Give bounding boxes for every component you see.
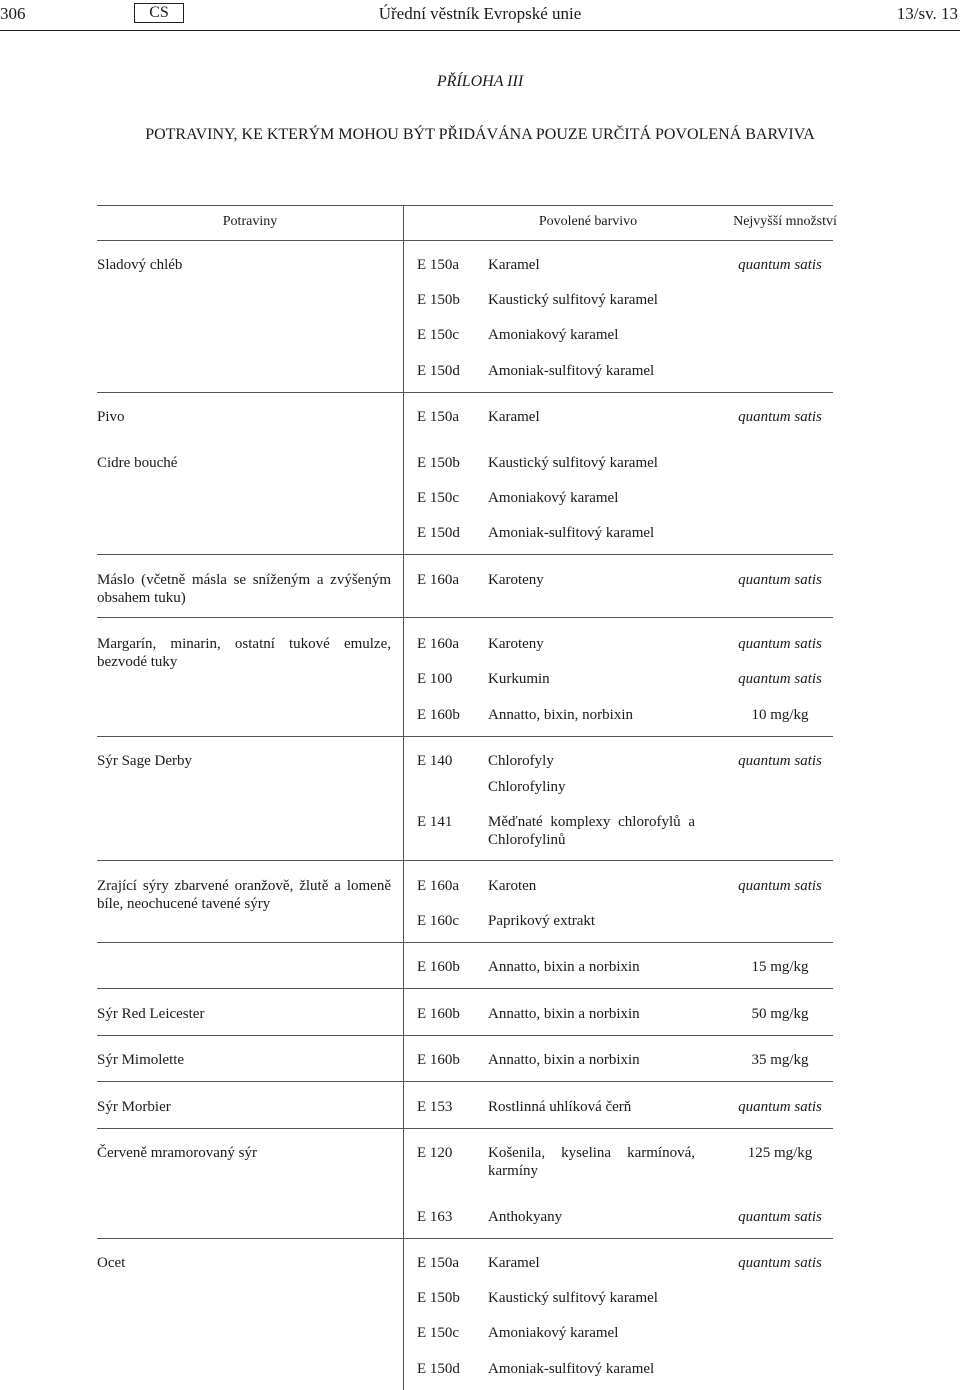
table-row-code: E 150b (417, 292, 460, 308)
table-row-color: Amoniakový karamel (488, 327, 619, 343)
table-row-color: Chlorofyliny (488, 779, 566, 795)
table-row-code: E 150c (417, 1325, 460, 1341)
table-row-code: E 140 (417, 753, 453, 769)
table-header-rule (97, 240, 833, 241)
table-row-code: E 160a (417, 636, 460, 652)
table-row-color: Chlorofyly (488, 753, 554, 769)
table-row-food: Ocet (97, 1255, 126, 1271)
table-row-qty: quantum satis (738, 636, 822, 652)
table-row-food: Sladový chléb (97, 257, 183, 273)
table-row-code: E 150c (417, 327, 460, 343)
table-row-food: Červeně mramorovaný sýr (97, 1145, 257, 1161)
col-header-max: Nejvyšší množství (733, 214, 837, 229)
table-row-food: Sýr Morbier (97, 1099, 171, 1115)
group-divider (97, 988, 833, 989)
col-header-food: Potraviny (222, 214, 278, 229)
table-row-color: Amoniakový karamel (488, 1325, 619, 1341)
group-divider (97, 1238, 833, 1239)
table-row-qty: quantum satis (738, 572, 822, 588)
group-divider (97, 1081, 833, 1082)
table-row-color: Annatto, bixin a norbixin (488, 1006, 640, 1022)
table-row-food: Margarín, minarin, ostatní tukové emulze, bezvodé tuky (97, 636, 391, 670)
group-divider (97, 617, 833, 618)
table-row-color: Anthokyany (488, 1209, 563, 1225)
volume-label: 13/sv. 13 (896, 4, 958, 23)
table-row-qty: quantum satis (738, 753, 822, 769)
table-row-color: Annatto, bixin, norbixin (488, 707, 633, 723)
table-row-code: E 100 (417, 671, 453, 687)
table-row-code: E 150c (417, 490, 460, 506)
table-row-color: Amoniak-sulfitový karamel (488, 525, 655, 541)
table-top-rule (97, 205, 833, 206)
table-row-qty: quantum satis (738, 878, 822, 894)
page-number: 306 (0, 4, 26, 23)
table-row-code: E 150a (417, 257, 460, 273)
page-title: POTRAVINY, KE KTERÝM MOHOU BÝT PŘIDÁVÁNA POUZE URČITÁ POVOLENÁ BARVIVA (145, 126, 815, 143)
table-row-code: E 141 (417, 814, 453, 830)
journal-title: Úřední věstník Evropské unie (378, 4, 582, 23)
table-row-qty: 15 mg/kg (751, 959, 809, 975)
table-row-code: E 160b (417, 1052, 460, 1068)
language-badge: CS (134, 3, 184, 23)
table-row-food: Zrající sýry zbarvené oranžově, žlutě a lomeně bíle, neochucené tavené sýry (97, 878, 391, 912)
group-divider (97, 1128, 833, 1129)
table-row-code: E 150b (417, 1290, 460, 1306)
table-row-color: Karoteny (488, 636, 544, 652)
table-row-qty: 50 mg/kg (751, 1006, 809, 1022)
table-row-food: Sýr Mimolette (97, 1052, 185, 1068)
table-row-color: Karamel (488, 1255, 540, 1271)
table-row-qty: quantum satis (738, 1255, 822, 1271)
table-row-qty: quantum satis (738, 1099, 822, 1115)
table-row-code: E 120 (417, 1145, 453, 1161)
table-row-qty: quantum satis (738, 257, 822, 273)
table-row-qty: 125 mg/kg (747, 1145, 813, 1161)
table-row-food: Sýr Sage Derby (97, 753, 192, 769)
table-row-code: E 163 (417, 1209, 453, 1225)
table-row-code: E 160b (417, 959, 460, 975)
header-divider (0, 30, 960, 31)
table-row-code: E 160a (417, 572, 460, 588)
table-row-code: E 150b (417, 455, 460, 471)
table-row-color: Amoniak-sulfitový karamel (488, 1361, 655, 1377)
group-divider (97, 392, 833, 393)
table-row-color: Košenila, kyselina karmínová, karmíny (488, 1145, 695, 1179)
table-row-food: Pivo (97, 409, 125, 425)
table-row-qty: quantum satis (738, 409, 822, 425)
table-row-color: Amoniakový karamel (488, 490, 619, 506)
table-row-color: Rostlinná uhlíková čerň (488, 1099, 632, 1115)
table-row-food: Máslo (včetně másla se sníženým a zvýšeným obsahem tuku) (97, 572, 391, 606)
group-divider (97, 736, 833, 737)
table-row-color: Kaustický sulfitový karamel (488, 1290, 658, 1306)
table-row-color: Kaustický sulfitový karamel (488, 292, 658, 308)
col-header-color: Povolené barvivo (538, 214, 638, 229)
table-row-color: Paprikový extrakt (488, 913, 596, 929)
group-divider (97, 554, 833, 555)
group-divider (97, 1035, 833, 1036)
table-row-qty: 35 mg/kg (751, 1052, 809, 1068)
table-row-food: Sýr Red Leicester (97, 1006, 205, 1022)
table-row-code: E 150d (417, 363, 460, 379)
group-divider (97, 860, 833, 861)
column-separator (403, 205, 404, 1390)
table-row-qty: quantum satis (738, 1209, 822, 1225)
table-row-code: E 150d (417, 525, 460, 541)
table-row-color: Annatto, bixin a norbixin (488, 959, 640, 975)
table-row-color: Karamel (488, 257, 540, 273)
table-row-code: E 153 (417, 1099, 453, 1115)
table-row-code: E 160b (417, 1006, 460, 1022)
table-row-color: Amoniak-sulfitový karamel (488, 363, 655, 379)
table-row-code: E 150d (417, 1361, 460, 1377)
table-row-color: Karamel (488, 409, 540, 425)
table-row-food: Cidre bouché (97, 455, 178, 471)
table-row-color: Karoteny (488, 572, 544, 588)
table-row-color: Měďnaté komplexy chlorofylů a Chlorofylinů (488, 814, 695, 848)
table-row-code: E 160c (417, 913, 460, 929)
table-row-code: E 160a (417, 878, 460, 894)
table-row-qty: quantum satis (738, 671, 822, 687)
table-row-color: Annatto, bixin a norbixin (488, 1052, 640, 1068)
table-row-color: Kaustický sulfitový karamel (488, 455, 658, 471)
group-divider-partial (97, 942, 833, 943)
annex-label: PŘÍLOHA III (436, 73, 524, 90)
table-row-color: Karoten (488, 878, 537, 894)
table-row-code: E 150a (417, 1255, 460, 1271)
table-row-code: E 160b (417, 707, 460, 723)
table-row-code: E 150a (417, 409, 460, 425)
table-row-qty: 10 mg/kg (751, 707, 809, 723)
table-row-color: Kurkumin (488, 671, 550, 687)
